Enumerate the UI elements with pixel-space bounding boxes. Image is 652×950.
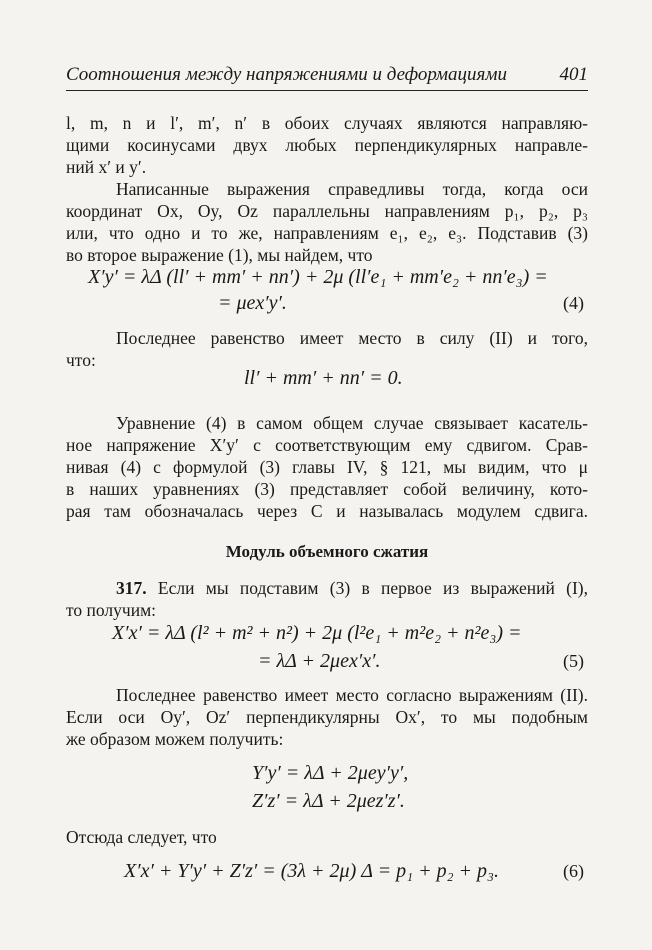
article-number: 317. [116,578,147,598]
equation-4-number: (4) [563,293,584,313]
text-line: в наших уравнениях (3) представляет собой величину, кото- [66,479,588,499]
equation-5-line-2: = λΔ + 2μex′x′. [258,650,381,672]
running-header [66,64,588,91]
text-line: рая там обозначалась через C и называлась модулем сдвига. [66,501,588,521]
running-title: Соотношения между напряжениями и деформациями [66,64,507,85]
equation-4-line-1: X′y′ = λΔ (ll′ + mm′ + nn′) + 2μ (ll′e₁ + mm′e₂ + nn′e₃) = [88,266,548,288]
section-heading: Модуль объемного сжатия [225,542,429,561]
equation-6: X′x′ + Y′y′ + Z′z′ = (3λ + 2μ) Δ = p₁ + p₂ + p₃. [124,860,499,882]
equation-4-line-2: = μex′y′. [218,292,287,314]
equation-z: Z′z′ = λΔ + 2μez′z′. [252,790,405,812]
text-line: координат Ox, Oy, Oz параллельны направлениям p₁, p₂, p₃ [66,201,588,221]
text-fragment: Если мы подставим (3) в первое из выражений (I), [157,578,589,598]
orthogonality-equation: ll′ + mm′ + nn′ = 0. [244,367,403,389]
paragraph-1 [66,112,588,178]
text-line: l, m, n и l′, m′, n′ в обоих случаях являются направляю- [66,113,588,133]
text-line: или, что одно и то же, направлениям e₁, e₂, e₃. Подставив (3) [66,223,588,243]
paragraph-5 [66,577,588,621]
paragraph-7 [66,826,588,848]
text-line: же образом можем получить: [66,729,284,749]
text-line: то получим: [66,600,157,620]
text-line: во второе выражение (1), мы найдем, что [66,245,373,265]
text-line: Если оси Oy′, Oz′ перпендикулярны Ox′, то мы подобным [66,707,588,727]
text-line: Уравнение (4) в самом общем случае связывает касатель- [116,413,588,433]
equation-5-number: (5) [563,651,584,671]
text-line: Отсюда следует, что [66,827,217,847]
text-line: щими косинусами двух любых перпендикулярных направле- [66,135,588,155]
text-line [66,577,588,599]
page-number: 401 [559,64,588,85]
text-line: Последнее равенство имеет место в силу (II) и того, [116,328,588,348]
equation-y: Y′y′ = λΔ + 2μey′y′, [252,762,409,784]
equation-5-line-1: X′x′ = λΔ (l² + m² + n²) + 2μ (l²e₁ + m²e₂ + n²e₃) = [112,622,522,644]
equation-6-number: (6) [563,861,584,881]
paragraph-3 [66,327,588,371]
text-line: Последнее равенство имеет место согласно выражениям (II). [116,685,588,705]
text-line: что: [66,350,96,370]
paragraph-4 [66,412,588,522]
paragraph-6 [66,684,588,750]
text-line: нивая (4) с формулой (3) главы IV, § 121, мы видим, что μ [66,457,588,477]
paragraph-2 [66,178,588,266]
text-line: Написанные выражения справедливы тогда, когда оси [116,179,588,199]
text-line: ний x′ и y′. [66,157,147,177]
text-line: ное напряжение X′y′ с соответствующим ему сдвигом. Срав- [66,435,588,455]
